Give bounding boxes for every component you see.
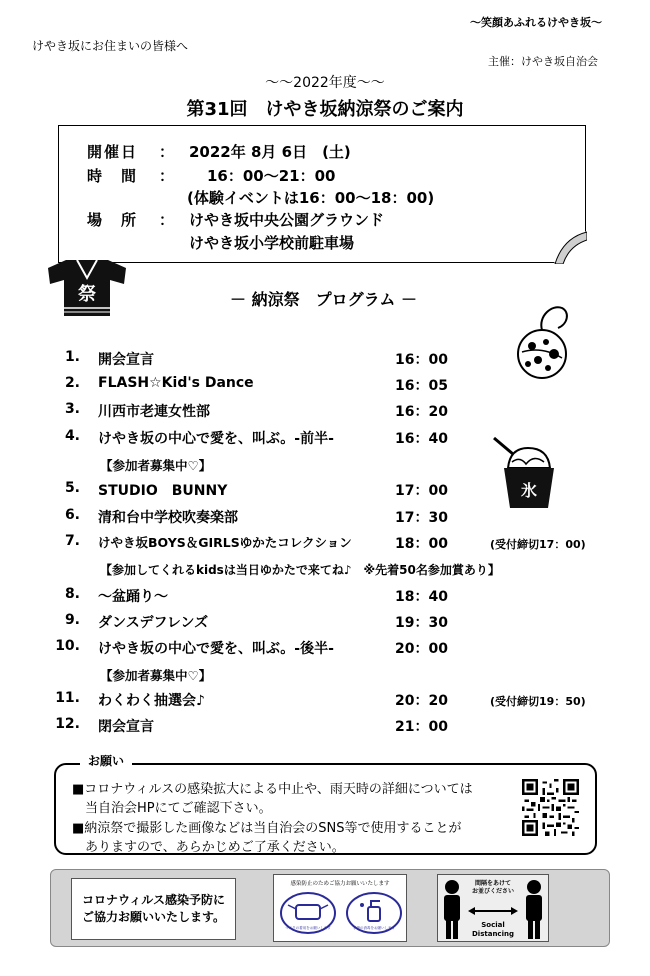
program-number: 9. bbox=[64, 612, 80, 628]
program-name: STUDIO BUNNY bbox=[98, 483, 228, 499]
program-item bbox=[0, 638, 650, 660]
program-time: 21：00 bbox=[395, 719, 448, 735]
program-item bbox=[0, 716, 650, 738]
qr-code[interactable] bbox=[522, 779, 579, 836]
program-time: 20：20 bbox=[395, 693, 448, 709]
sanitizer-icon bbox=[344, 891, 404, 939]
covid-message-line: ご協力お願いいたします。 bbox=[81, 910, 226, 924]
notice-title: お願い bbox=[80, 752, 132, 769]
program-number: 7. bbox=[64, 533, 80, 549]
program-number: 12. bbox=[55, 716, 80, 732]
covid-banner bbox=[50, 869, 610, 947]
program-name: 清和台中学校吹奏楽部 bbox=[98, 510, 238, 526]
program-number: 8. bbox=[64, 586, 80, 602]
program-number: 2. bbox=[64, 375, 80, 391]
program-time: 19：30 bbox=[395, 615, 448, 631]
program-number: 1. bbox=[64, 349, 80, 365]
time-value: 16：00～21：00 bbox=[207, 167, 336, 185]
time-note: (体験イベントは16：00～18：00) bbox=[187, 189, 435, 207]
program-time: 18：40 bbox=[395, 589, 448, 605]
program-time: 17：00 bbox=[395, 483, 448, 499]
place-value-1: けやき坂中央公園グラウンド bbox=[189, 211, 385, 229]
colon: ： bbox=[159, 167, 175, 185]
tagline: ～笑顔あふれるけやき坂～ bbox=[470, 16, 602, 29]
program-number: 5. bbox=[64, 480, 80, 496]
program-note: (受付締切17：00) bbox=[490, 538, 586, 551]
program-name: けやき坂の中心で愛を、叫ぶ。-後半- bbox=[98, 641, 334, 657]
time-label: 時 間 bbox=[87, 167, 139, 185]
time-row bbox=[87, 165, 336, 186]
program-name: けやき坂の中心で愛を、叫ぶ。-前半- bbox=[98, 431, 334, 447]
happi-coat-icon bbox=[46, 258, 128, 318]
colon: ： bbox=[159, 211, 175, 229]
program-heading: － 納涼祭 プログラム － bbox=[230, 290, 417, 309]
program-name: わくわく抽選会♪ bbox=[98, 693, 205, 709]
page-title: 第31回 けやき坂納涼祭のご案内 bbox=[186, 99, 464, 120]
notice-line: ■コロナウィルスの感染拡大による中止や、雨天時の詳細については bbox=[72, 782, 473, 797]
program-time: 16：40 bbox=[395, 431, 448, 447]
covid-message-line: コロナウィルス感染予防に bbox=[82, 893, 225, 907]
date-label: 開催日 bbox=[87, 143, 139, 161]
event-year: ～～2022年度～～ bbox=[265, 75, 385, 91]
program-item bbox=[0, 690, 650, 712]
prevention-caption: 感染防止のためご協力お願いいたします bbox=[290, 881, 390, 887]
colon: ： bbox=[159, 143, 175, 161]
place-value-2: けやき坂小学校前駐車場 bbox=[189, 234, 355, 252]
notice-line: ありますので、あらかじめご了承ください。 bbox=[72, 840, 345, 855]
notice-line: 当自治会HPにてご確認下さい。 bbox=[72, 801, 272, 816]
page-curl-icon bbox=[553, 230, 587, 264]
distancing-label: Distancing bbox=[472, 930, 514, 938]
program-name: ～盆踊り～ bbox=[98, 589, 168, 605]
program-name: 開会宣言 bbox=[98, 352, 154, 368]
program-item bbox=[0, 612, 650, 634]
program-name: 閉会宣言 bbox=[98, 719, 154, 735]
program-sub-note: 【参加者募集中♡】 bbox=[100, 668, 212, 683]
program-sub-note: 【参加してくれるkidsは当日ゆかたで来てね♪ ※先着50名参加賞あり】 bbox=[100, 563, 500, 577]
distancing-caption: お並びください bbox=[471, 888, 515, 895]
program-name: 川西市老連女性部 bbox=[98, 404, 210, 420]
mask-caption: マスクの着用をお願いします bbox=[285, 926, 331, 930]
sanitizer-caption: 手指の消毒をお願いします bbox=[353, 926, 395, 930]
program-item bbox=[0, 507, 650, 529]
date-value: 2022年 8月 6日 (土) bbox=[189, 143, 351, 161]
social-distancing-icon bbox=[438, 875, 548, 941]
program-time: 16：05 bbox=[395, 378, 448, 394]
place-label: 場 所 bbox=[87, 211, 139, 229]
prevention-card bbox=[273, 874, 407, 942]
organizer: 主催：けやき坂自治会 bbox=[488, 55, 598, 68]
program-number: 4. bbox=[64, 428, 80, 444]
program-name: ダンスデフレンズ bbox=[98, 615, 209, 631]
program-time: 18：00 bbox=[395, 536, 448, 552]
place-row bbox=[87, 209, 384, 230]
program-sub-note: 【参加者募集中♡】 bbox=[100, 458, 212, 473]
program-time: 16：00 bbox=[395, 352, 448, 368]
program-item bbox=[0, 375, 650, 397]
program-item bbox=[0, 533, 650, 555]
program-note: (受付締切19：50) bbox=[490, 695, 586, 708]
program-number: 10. bbox=[55, 638, 80, 654]
shaved-ice-character: 氷 bbox=[520, 481, 538, 500]
program-number: 11. bbox=[55, 690, 80, 706]
mask-icon bbox=[278, 891, 338, 939]
program-number: 6. bbox=[64, 507, 80, 523]
program-item bbox=[0, 480, 650, 502]
program-item bbox=[0, 586, 650, 608]
program-time: 20：00 bbox=[395, 641, 448, 657]
notice-line: ■納涼祭で撮影した画像などは当自治会のSNS等で使用することが bbox=[72, 821, 462, 836]
program-name: けやき坂BOYS＆GIRLSゆかたコレクション bbox=[98, 535, 352, 550]
program-item bbox=[0, 349, 650, 371]
covid-message-card bbox=[71, 878, 236, 940]
program-item bbox=[0, 401, 650, 423]
program-item bbox=[0, 428, 650, 450]
event-info-box bbox=[58, 125, 586, 263]
program-name: FLASH☆Kid's Dance bbox=[98, 375, 254, 391]
date-row bbox=[87, 141, 351, 162]
social-distancing-card bbox=[437, 874, 549, 942]
greeting: けやき坂にお住まいの皆様へ bbox=[32, 39, 189, 53]
program-number: 3. bbox=[64, 401, 80, 417]
distancing-label: Social bbox=[481, 921, 505, 929]
program-time: 17：30 bbox=[395, 510, 448, 526]
program-time: 16：20 bbox=[395, 404, 448, 420]
distancing-caption: 間隔をあけて bbox=[474, 880, 512, 887]
happi-character: 祭 bbox=[78, 284, 96, 305]
